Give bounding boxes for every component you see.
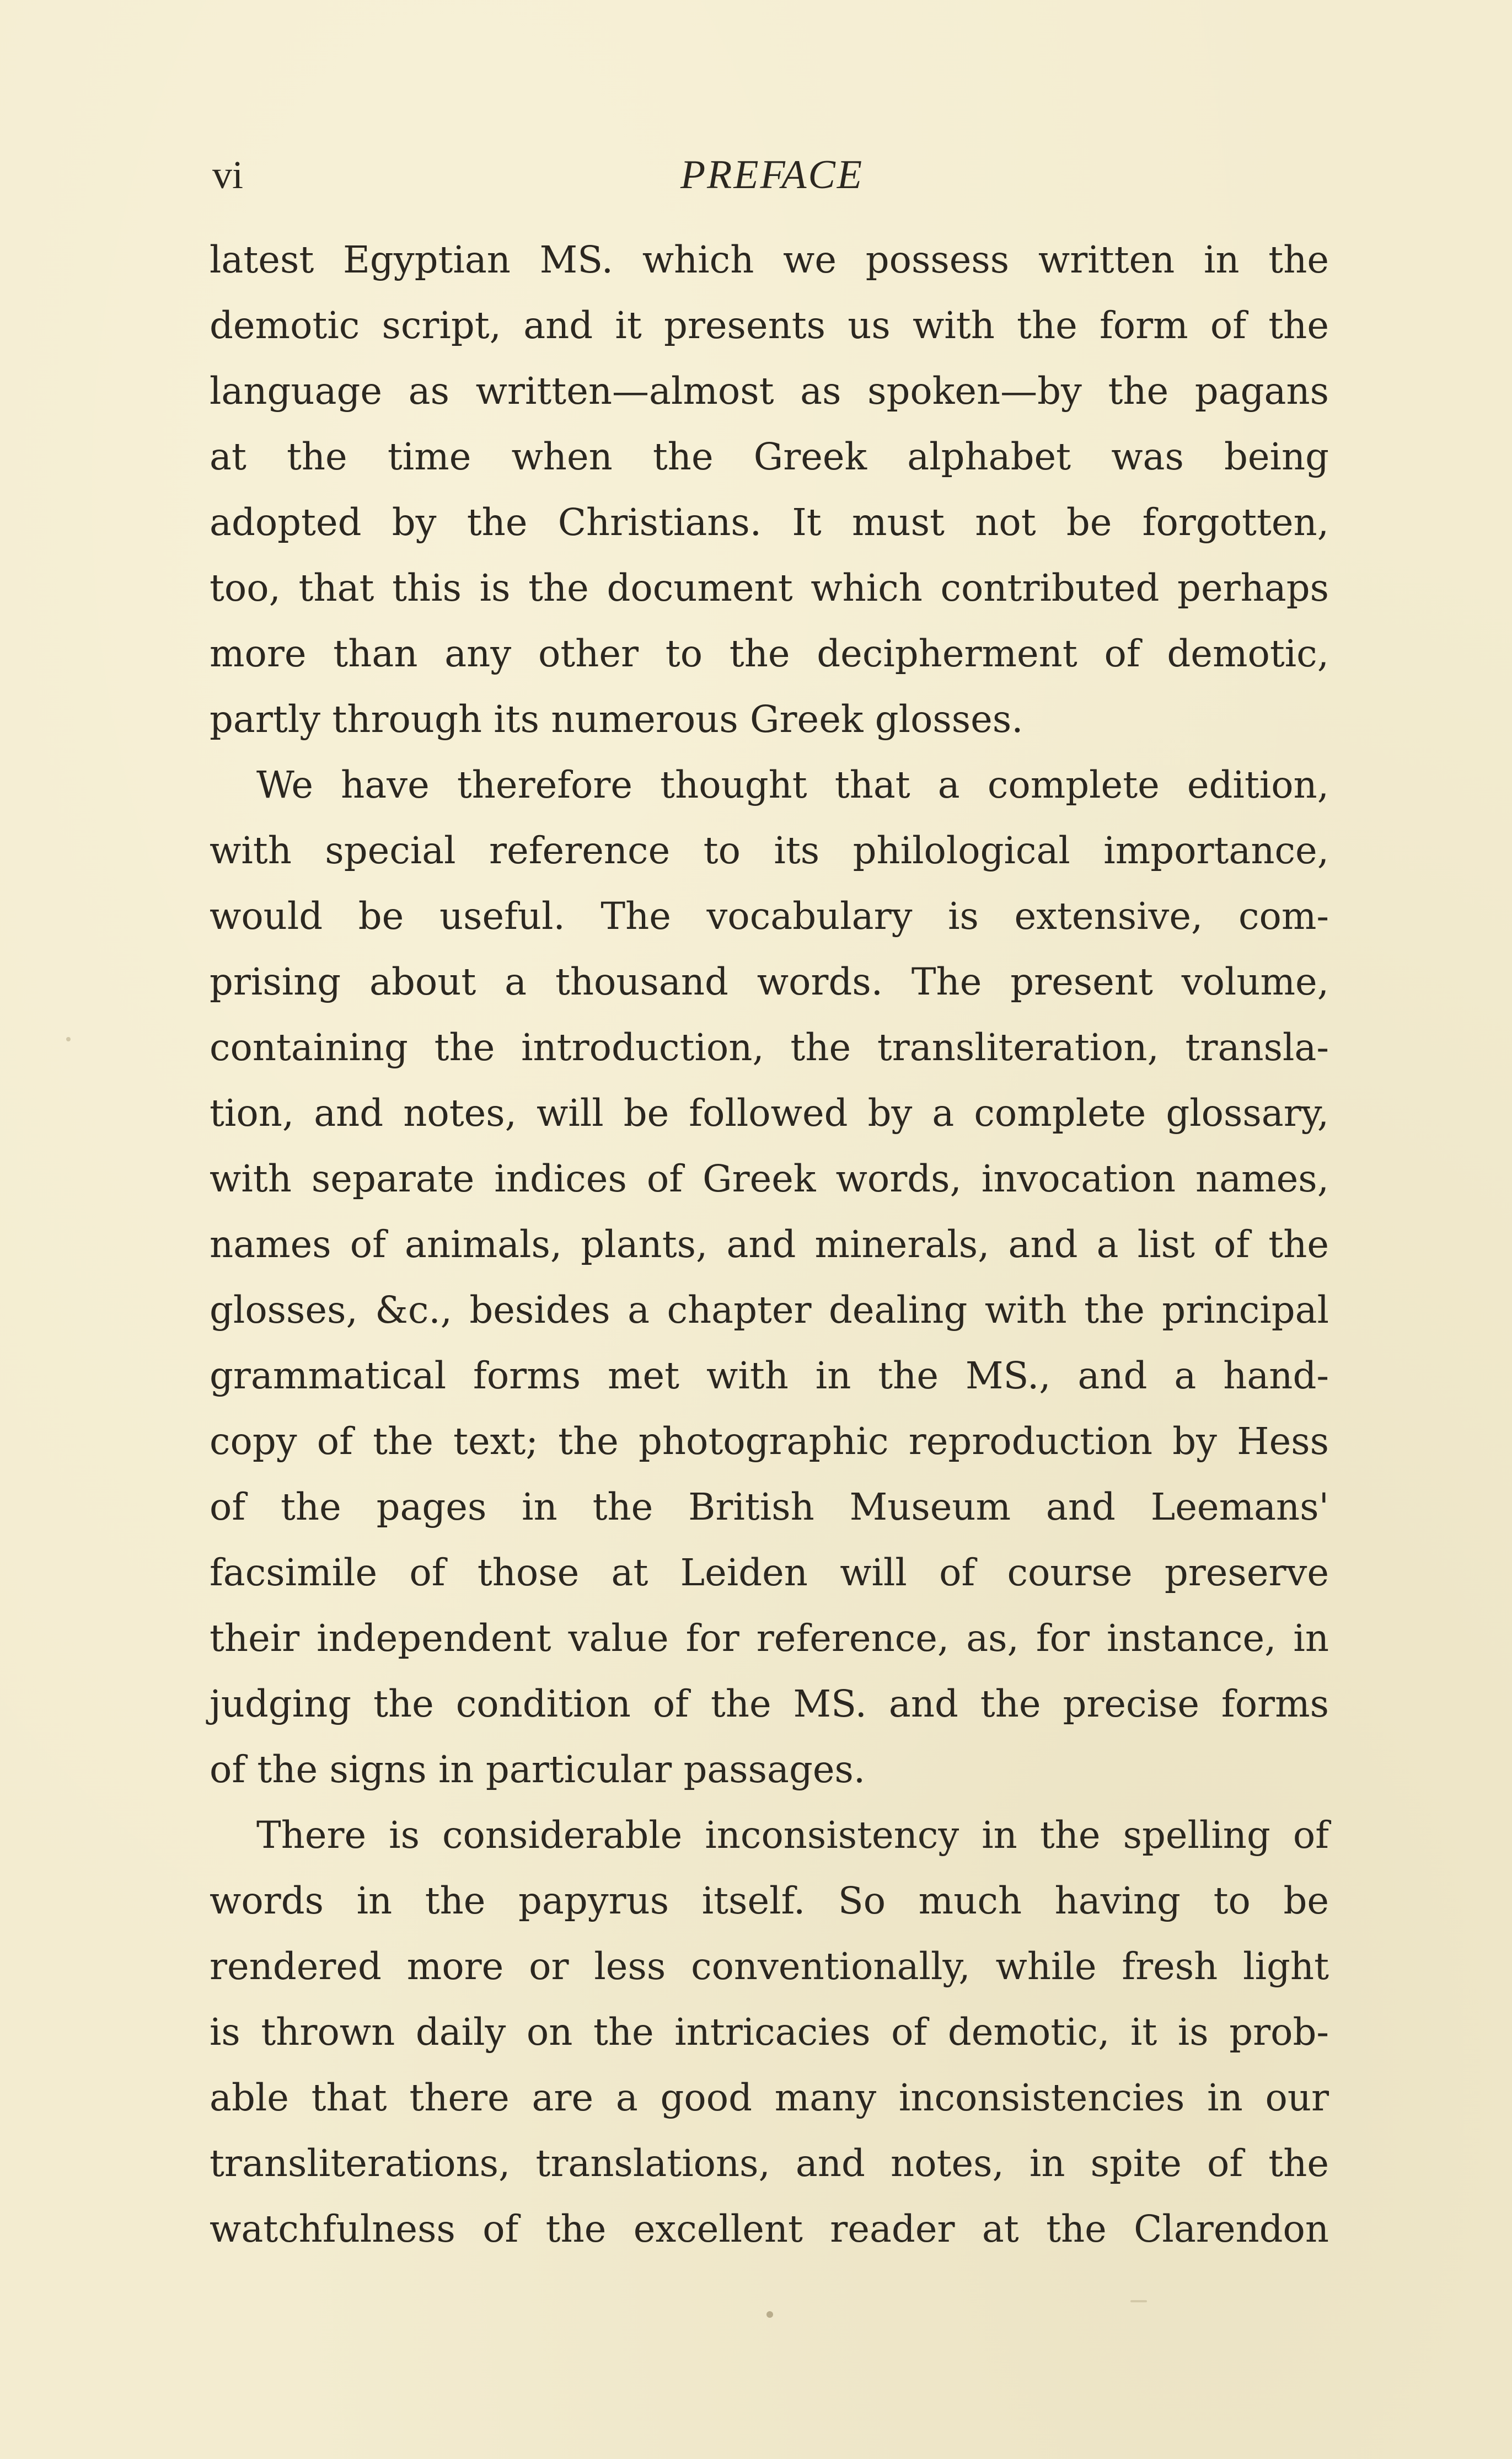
paper-speck	[66, 1037, 71, 1041]
text-line: able that there are a good many inconsistencies in our	[210, 2076, 1329, 2119]
text-line: with separate indices of Greek words, invocation names,	[210, 1157, 1329, 1200]
text-line: with special reference to its philological importance,	[210, 829, 1329, 872]
text-line: glosses, &c., besides a chapter dealing with the principal	[210, 1289, 1329, 1332]
text-line: language as written—almost as spoken—by the pagans	[210, 370, 1329, 413]
text-line: of the signs in particular passages.	[210, 1748, 866, 1791]
text-line: There is considerable inconsistency in the spelling of	[256, 1814, 1329, 1857]
paragraph-1	[210, 227, 1329, 752]
body-text	[210, 227, 1329, 2262]
text-line: adopted by the Christians. It must not be forgotten,	[210, 501, 1329, 544]
text-line: would be useful. The vocabulary is extensive, com-	[210, 895, 1329, 938]
text-line: at the time when the Greek alphabet was being	[210, 435, 1329, 478]
text-line: latest Egyptian MS. which we possess written in the	[210, 238, 1329, 281]
text-line: is thrown daily on the intricacies of demotic, it is prob-	[210, 2011, 1329, 2054]
paragraph-3	[210, 1803, 1329, 2262]
paragraph-2	[210, 752, 1329, 1803]
text-line: more than any other to the decipherment of demotic,	[210, 632, 1329, 675]
text-line: their independent value for reference, as, for instance, in	[210, 1617, 1329, 1660]
text-line: grammatical forms met with in the MS., and a hand-	[210, 1354, 1329, 1397]
text-line: of the pages in the British Museum and Leemans'	[210, 1485, 1329, 1528]
paper-speck	[766, 2311, 773, 2318]
text-line: partly through its numerous Greek glosses.	[210, 698, 1023, 741]
text-line: tion, and notes, will be followed by a complete glossary,	[210, 1092, 1329, 1135]
text-line: containing the introduction, the transliteration, transla-	[210, 1026, 1329, 1069]
page-number: vi	[212, 153, 244, 197]
text-line: words in the papyrus itself. So much having to be	[210, 1879, 1329, 1922]
text-line: names of animals, plants, and minerals, and a list of the	[210, 1223, 1329, 1266]
text-line: facsimile of those at Leiden will of course preserve	[210, 1551, 1329, 1594]
text-line: watchfulness of the excellent reader at the Clarendon	[210, 2207, 1329, 2250]
text-line: too, that this is the document which contributed perhaps	[210, 566, 1329, 610]
text-line: copy of the text; the photographic reproduction by Hess	[210, 1420, 1329, 1463]
text-line: transliterations, translations, and notes, in spite of the	[210, 2142, 1329, 2185]
running-head: PREFACE	[680, 152, 864, 197]
text-line: prising about a thousand words. The present volume,	[210, 960, 1329, 1003]
text-line: rendered more or less conventionally, while fresh light	[210, 1945, 1329, 1988]
page-header	[212, 145, 1332, 205]
text-line: We have therefore thought that a complete edition,	[256, 763, 1329, 806]
paper-speck	[1130, 2300, 1147, 2302]
text-line: demotic script, and it presents us with the form of the	[210, 304, 1329, 347]
text-line: judging the condition of the MS. and the precise forms	[210, 1682, 1329, 1725]
